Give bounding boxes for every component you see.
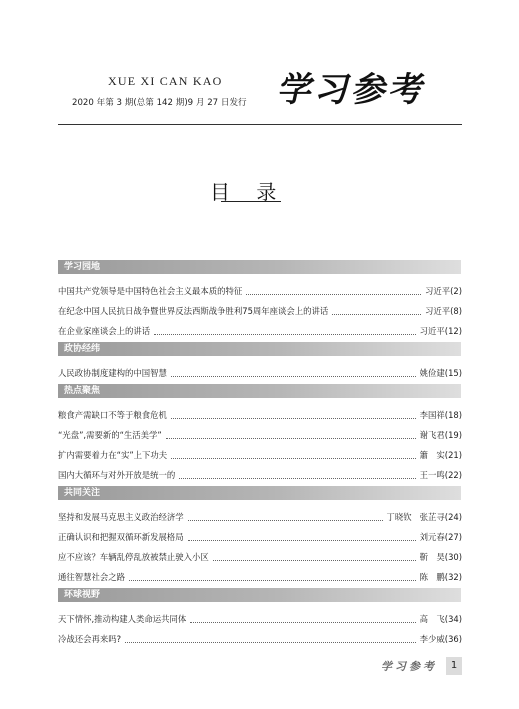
dot-leader [125,641,416,643]
entry-title: 中国共产党领导是中国特色社会主义最本质的特征 [58,286,243,296]
entry-title: 粮食产需缺口不等于粮食危机 [58,410,167,420]
dot-leader [129,579,416,581]
entry-title: 在企业家座谈会上的讲话 [58,326,151,336]
entry-title: 在纪念中国人民抗日战争暨世界反法西斯战争胜利75周年座谈会上的讲话 [58,306,329,316]
page-footer [382,657,462,675]
entry-author-page: 习近平(8) [425,306,462,316]
entry-title: 正确认识和把握双循环新发展格局 [58,532,184,542]
toc-entry[interactable] [58,359,462,379]
entry-title: 冷战还会再来吗? [58,634,122,644]
entry-author-page: 姚俭建(15) [419,368,462,378]
page-title: 目 录 [210,180,287,204]
entry-title: 坚持和发展马克思主义政治经济学 [58,512,184,522]
section-label: 热点聚焦 [58,384,461,398]
dot-leader [332,313,421,315]
entry-author-page: 习近平(12) [419,326,462,336]
toc-entry[interactable] [58,503,462,523]
issue-info: 2020 年第 3 期(总第 142 期)9 月 27 日发行 [72,98,247,108]
toc-section [58,588,462,645]
entry-author-page: 谢飞君(19) [419,430,462,440]
toc-entry[interactable] [58,563,462,583]
header-rule [58,124,462,125]
toc-entry[interactable] [58,543,462,563]
toc-entry[interactable] [58,441,462,461]
toc-entry[interactable] [58,421,462,441]
toc-entry[interactable] [58,297,462,317]
dot-leader [179,477,415,479]
entry-title: 天下情怀,推动构建人类命运共同体 [58,614,187,624]
toc-section [58,260,462,337]
journal-logo: 学习参考 [275,70,432,110]
section-label: 学习园地 [58,260,461,274]
toc-entry[interactable] [58,605,462,625]
dot-leader [246,293,421,295]
entry-title: 通往智慧社会之路 [58,572,125,582]
dot-leader [154,333,416,335]
entry-author-page: 靳 昊(30) [419,552,462,562]
dot-leader [166,437,416,439]
journal-pinyin-title: XUE XI CAN KAO [108,74,223,88]
toc-entry[interactable] [58,317,462,337]
entry-author-page: 李少威(36) [419,634,462,644]
entry-title: 应不应该？车辆乱停乱放被禁止驶入小区 [58,552,209,562]
dot-leader [171,457,415,459]
table-of-contents [58,260,462,650]
entry-coauthor: 丁晓钦 [386,512,412,522]
dot-leader [171,375,416,377]
dot-leader [190,621,415,623]
toc-entry[interactable] [58,277,462,297]
entry-title: 国内大循环与对外开放是统一的 [58,470,176,480]
page-number: 1 [446,657,462,675]
entry-author-page: 习近平(2) [425,286,462,296]
toc-section [58,486,462,583]
toc-entry[interactable] [58,523,462,543]
section-label: 政协经纬 [58,342,461,356]
entry-author-page: 簫 实(21) [419,450,462,460]
title-underline [221,201,281,202]
entry-author-page: 王一鸣(22) [419,470,462,480]
toc-section [58,342,462,379]
entry-title: 扩内需要着力在“实”上下功夫 [58,450,168,460]
toc-entry[interactable] [58,625,462,645]
entry-author-page: 陈 鹏(32) [419,572,462,582]
masthead [70,70,470,120]
entry-title: 人民政协制度建构的中国智慧 [58,368,167,378]
toc-section [58,384,462,481]
entry-author-page: 高 飞(34) [419,614,462,624]
section-label: 环球视野 [58,588,461,602]
entry-author-page: 刘元春(27) [419,532,462,542]
dot-leader [188,539,416,541]
toc-entry[interactable] [58,461,462,481]
section-label: 共同关注 [58,486,461,500]
toc-entry[interactable] [58,401,462,421]
dot-leader [171,417,416,419]
entry-author-page: 张芷寻(24) [419,512,462,522]
entry-author-page: 李国祥(18) [419,410,462,420]
dot-leader [188,519,383,521]
dot-leader [213,559,416,561]
footer-logo: 学习参考 [380,660,440,673]
entry-title: “光盘”,需要新的“生活美学” [58,430,162,440]
